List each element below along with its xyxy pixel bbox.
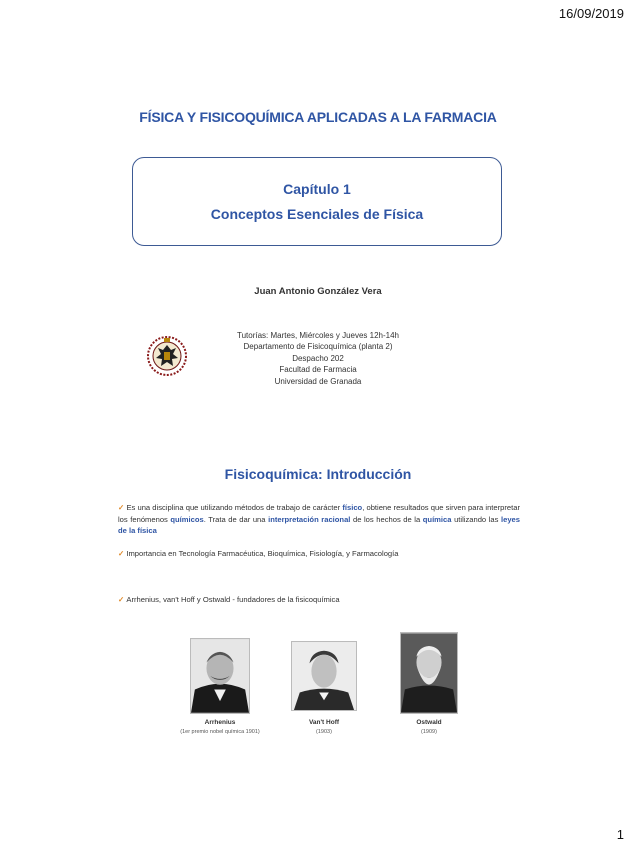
header-date: 16/09/2019 xyxy=(558,6,624,21)
chapter-box xyxy=(132,157,502,246)
bullet-text: Arrhenius, van't Hoff y Ostwald - fundadores de la fisicoquímica xyxy=(126,595,340,604)
portrait-name: Ostwald xyxy=(416,719,442,726)
info-line: Universidad de Granada xyxy=(274,376,362,386)
course-title: FÍSICA Y FISICOQUÍMICA APLICADAS A LA FARMACIA xyxy=(139,109,497,125)
portrait-note: (1909) xyxy=(421,729,437,735)
bullet-text: utilizando las xyxy=(451,514,501,524)
keyword: leyes de la física xyxy=(118,514,520,535)
info-line: Facultad de Farmacia xyxy=(279,365,357,375)
ostwald-portrait xyxy=(400,632,458,714)
info-line: Tutorías: Martes, Miércoles y Jueves 12h-14h xyxy=(237,331,399,340)
keyword: químicos xyxy=(170,514,204,524)
contact-info xyxy=(218,330,418,387)
section-title: Fisicoquímica: Introducción xyxy=(224,466,412,482)
info-line: Departamento de Fisicoquímica (planta 2) xyxy=(243,342,393,352)
bullet-text: Importancia en Tecnología Farmacéutica, Bioquímica, Fisiología, y Farmacología xyxy=(126,549,399,558)
bullet-definition xyxy=(118,502,520,537)
bullet-founders xyxy=(118,594,520,606)
portrait-name: Arrhenius xyxy=(204,719,236,726)
chapter-number: Capítulo 1 xyxy=(283,180,351,197)
check-icon: ✓ xyxy=(118,503,125,512)
check-icon: ✓ xyxy=(118,549,125,558)
arrhenius-portrait xyxy=(190,638,250,714)
portrait-note: (1er premio nobel química 1901) xyxy=(180,729,260,735)
keyword: química xyxy=(422,514,452,524)
bullet-text: , obtiene resultados que sirven para interpretar los fenómenos xyxy=(118,503,521,524)
portrait-note: (1903) xyxy=(316,729,332,735)
info-line: Despacho 202 xyxy=(292,353,344,363)
chapter-title: Conceptos Esenciales de Física xyxy=(210,205,424,222)
author-name: Juan Antonio González Vera xyxy=(254,286,382,297)
bullet-importance xyxy=(118,548,520,560)
keyword: interpretación racional xyxy=(268,514,351,524)
bullet-text: . Trata de dar una xyxy=(203,514,269,524)
university-seal-icon xyxy=(145,332,189,380)
keyword: físico xyxy=(342,503,363,512)
check-icon: ✓ xyxy=(118,595,125,604)
vant-hoff-portrait xyxy=(291,641,357,711)
portrait-name: Van't Hoff xyxy=(308,719,340,726)
page-number: 1 xyxy=(616,827,624,842)
bullet-text: de los hechos de la xyxy=(350,514,423,524)
bullet-text: Es una disciplina que utilizando métodos de trabajo de carácter xyxy=(126,503,343,512)
